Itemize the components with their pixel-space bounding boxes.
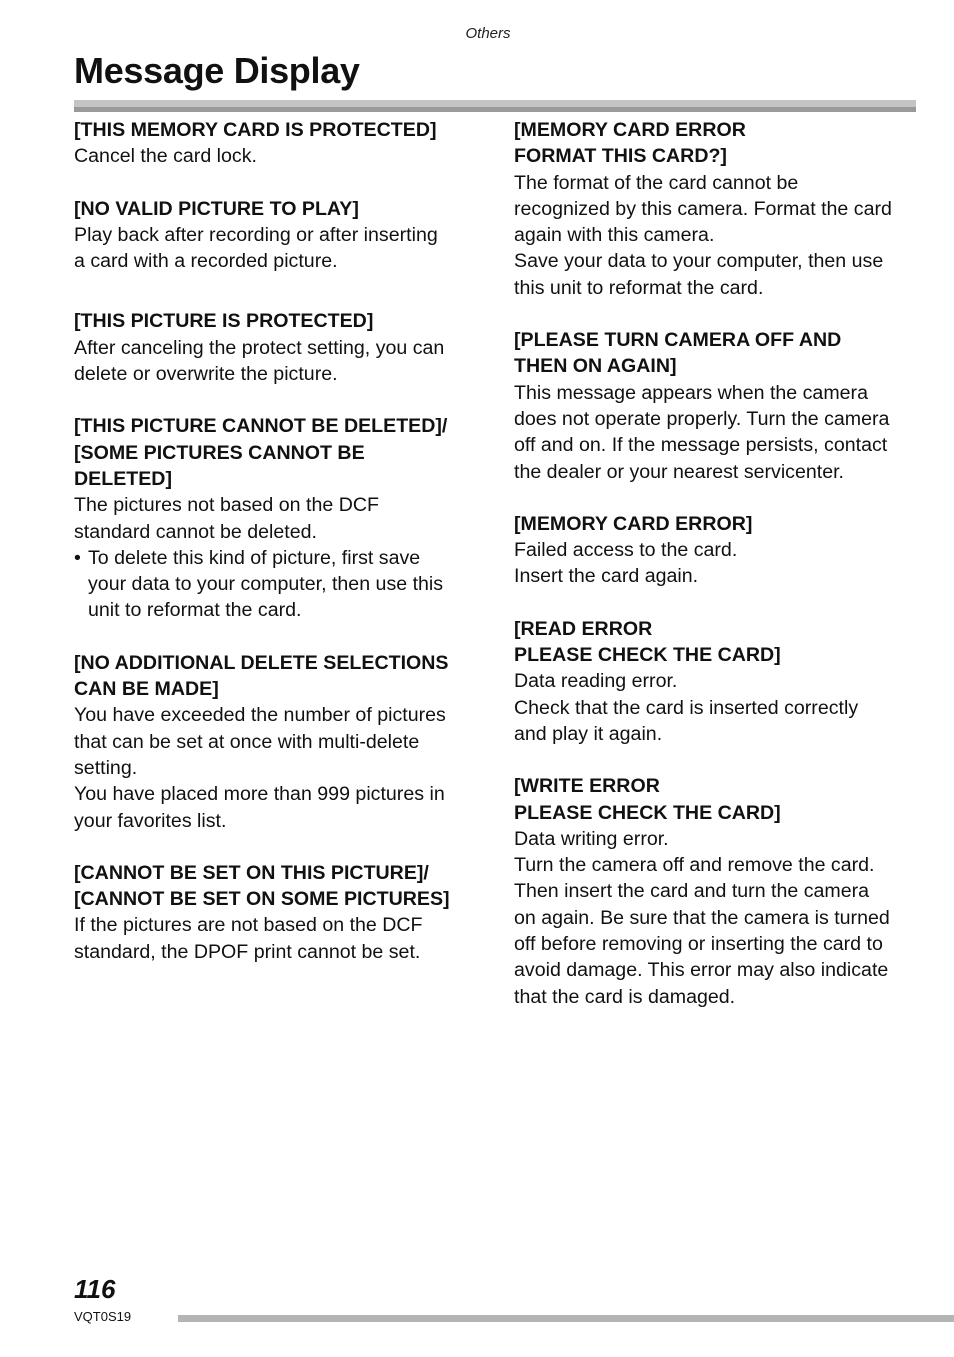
message-heading: [CANNOT BE SET ON THIS PICTURE]/ [CANNOT BE SET ON SOME PICTURES] <box>74 861 450 911</box>
message-heading: [MEMORY CARD ERROR FORMAT THIS CARD?] <box>514 119 746 168</box>
message-heading: [NO VALID PICTURE TO PLAY] <box>74 197 359 220</box>
message-entry-picture-protected <box>74 308 486 387</box>
message-heading: [NO ADDITIONAL DELETE SELECTIONS CAN BE MADE] <box>74 651 449 701</box>
bullet-note <box>74 545 486 624</box>
message-entry-turn-camera-off-on <box>514 327 926 485</box>
message-heading: [PLEASE TURN CAMERA OFF AND THEN ON AGAIN] <box>514 329 842 378</box>
page-number: 116 <box>74 1274 116 1304</box>
message-description: If the pictures are not based on the DCF standard, the DPOF print cannot be set. <box>74 914 423 963</box>
message-entry-cannot-be-set <box>74 860 486 965</box>
message-description: After canceling the protect setting, you can delete or overwrite the picture. <box>74 336 445 386</box>
message-heading: [THIS PICTURE IS PROTECTED] <box>74 310 374 333</box>
message-heading: [THIS MEMORY CARD IS PROTECTED] <box>74 119 437 141</box>
message-description: Failed access to the card. Insert the card again. <box>514 539 738 588</box>
title-divider-light <box>74 100 916 107</box>
message-heading: [READ ERROR PLEASE CHECK THE CARD] <box>514 617 781 667</box>
message-entry-no-additional-delete <box>74 650 486 834</box>
page-title: Message Display <box>74 50 360 91</box>
message-description: Cancel the card lock. <box>74 145 257 168</box>
message-description: You have exceeded the number of pictures that can be set at once with multi-delete setting. You have placed more than 999 pictures in your favorites list. <box>74 704 446 832</box>
section-label: Others <box>465 25 511 42</box>
message-description: This message appears when the camera does not operate properly. Turn the camera off and on. If the message persists, contact the dealer or your nearest servicenter. <box>514 381 890 483</box>
message-entry-read-error <box>514 616 926 747</box>
message-description: Play back after recording or after inserting a card with a recorded picture. <box>74 223 438 273</box>
title-divider-dark <box>74 107 916 112</box>
message-entry-cannot-be-deleted <box>74 413 486 623</box>
message-entry-format-card <box>514 117 926 301</box>
message-heading: [MEMORY CARD ERROR] <box>514 512 753 535</box>
message-entry-memory-card-error <box>514 511 926 590</box>
message-description: Data reading error. Check that the card is inserted correctly and play it again. <box>514 670 859 745</box>
message-heading: [THIS PICTURE CANNOT BE DELETED]/ [SOME PICTURES CANNOT BE DELETED] <box>74 415 448 490</box>
right-column <box>514 117 926 1036</box>
bullet-text: To delete this kind of picture, first save your data to your computer, then use this unit to reformat the card. <box>88 546 444 622</box>
bullet-symbol: • <box>74 546 81 569</box>
footer-divider <box>178 1315 954 1322</box>
title-divider <box>74 100 916 112</box>
message-entry-no-valid-picture <box>74 196 486 275</box>
document-code: VQT0S19 <box>74 1309 132 1324</box>
left-column <box>74 117 486 991</box>
message-entry-memory-card-protected <box>74 117 486 170</box>
message-description: Data writing error. Turn the camera off and remove the card. Then insert the card and turn the camera on again. Be sure that the camera is turned off before removing or inserting the card to avoid damage. This error may also indicate that the card is damaged. <box>514 827 890 1008</box>
message-heading: [WRITE ERROR PLEASE CHECK THE CARD] <box>514 775 781 824</box>
message-entry-write-error <box>514 773 926 1010</box>
message-description: The pictures not based on the DCF standard cannot be deleted. <box>74 494 379 543</box>
message-description: The format of the card cannot be recognized by this camera. Format the card again with this camera. Save your data to your computer, then use this unit to reformat the card. <box>514 171 892 299</box>
